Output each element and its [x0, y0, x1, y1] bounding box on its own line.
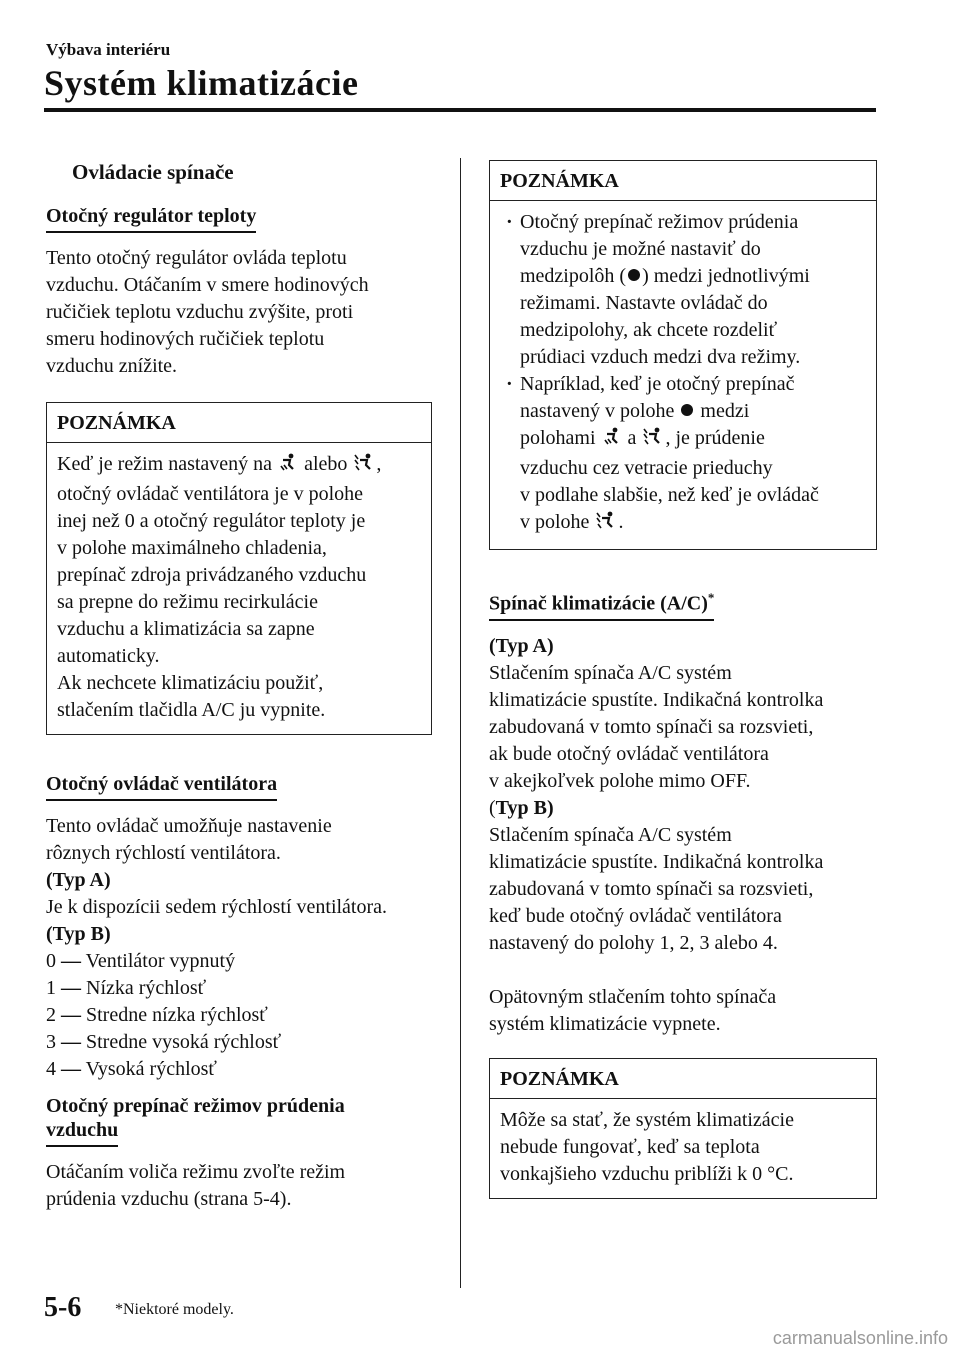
- intermediate-position-dot-icon: [681, 404, 693, 416]
- left-column: [46, 160, 432, 1213]
- fan-heading: Otočný ovládač ventilátora: [46, 771, 277, 801]
- mode-heading-line1: Otočný prepínač režimov prúdenia: [46, 1095, 345, 1117]
- speed-item: 1 — Nízka rýchlosť: [46, 977, 207, 999]
- right-column: [489, 160, 877, 1199]
- speed-item: 3 — Stredne vysoká rýchlosť: [46, 1031, 282, 1053]
- type-b-label: (Typ B): [46, 923, 111, 945]
- type-a-label: (Typ A): [489, 634, 554, 657]
- note-box-2: [489, 160, 877, 550]
- page-number: 5-6: [44, 1292, 82, 1323]
- note-heading: POZNÁMKA: [490, 1059, 876, 1099]
- type-b-label: (Typ B): [489, 796, 554, 819]
- note-body: Keď je režim nastavený na alebo , otočný ovládač ventilátora je v polohe inej než 0 a otočný regulátor teploty je v polohe maximálneho chladenia, prepínač zdroja privádzaného vzduchu sa prepne do režimu recirkulácie vzduchu a klimatizácia sa zapne automaticky. Ak nechcete klimatizáciu použiť, stlačením tlačidla A/C ju vypnite.: [57, 453, 382, 721]
- mode-heading-line2: vzduchu: [46, 1117, 118, 1147]
- note-bullet: · Otočný prepínač režimov prúdenia vzduchu je možné nastaviť do medzipolôh ( ) medzi jednotlivými režimami. Nastavte ovládač do medzipolohy, ak chcete rozdeliť prúdiaci vzduch medzi dva režimy.: [500, 209, 866, 371]
- column-divider: [460, 158, 461, 1288]
- note-heading: POZNÁMKA: [47, 403, 431, 443]
- feet-defrost-mode-icon: [354, 453, 374, 481]
- ac-heading: Spínač klimatizácie (A/C)*: [489, 584, 714, 621]
- title-rule: [44, 108, 876, 112]
- note-bullet: · Napríklad, keď je otočný prepínač nastavený v polohe medzi polohami a , je prúdenie vzduchu cez vetracie prieduchy v podlahe slabšie, než keď je ovládač v polohe .: [500, 371, 866, 539]
- speed-item: 4 — Vysoká rýchlosť: [46, 1058, 217, 1080]
- feet-defrost-mode-icon: [643, 427, 663, 455]
- ac-text: (Typ A) Stlačením spínača A/C systém klimatizácie spustíte. Indikačná kontrolka zabudovaná v tomto spínači sa rozsvieti, ak bude otočný ovládač ventilátora v akejkoľvek polohe mimo OFF. (Typ B) Stlačením spínača A/C systém klimatizácie spustíte. Indikačná kontrolka zabudovaná v tomto spínači sa rozsvieti, keď bude otočný ovládač ventilátora nastavený do polohy 1, 2, 3 alebo 4. Opätovným stlačením tohto spínača systém klimatizácie vypnete.: [489, 633, 877, 1038]
- note-box-3: [489, 1058, 877, 1199]
- note-body: Môže sa stať, že systém klimatizácie nebude fungovať, keď sa teplota vonkajšieho vzduchu priblíži k 0 °C.: [500, 1108, 794, 1185]
- temp-text: Tento otočný regulátor ovláda teplotu vzduchu. Otáčaním v smere hodinových ručičiek teplotu vzduchu zvýšite, proti smeru hodinových ručičiek teplotu vzduchu znížite.: [46, 247, 369, 377]
- watermark: carmanualsonline.info: [772, 1328, 948, 1348]
- type-a-label: (Typ A): [46, 869, 111, 891]
- speed-item: 0 — Ventilátor vypnutý: [46, 950, 236, 972]
- footnote: *Niektoré modely.: [115, 1301, 234, 1318]
- note-heading: POZNÁMKA: [490, 161, 876, 201]
- temp-heading: Otočný regulátor teploty: [46, 203, 256, 233]
- page-title: Systém klimatizácie: [44, 63, 359, 103]
- feet-defrost-mode-icon: [596, 511, 616, 539]
- note-body: [490, 201, 876, 549]
- group-title: Ovládacie spínače: [72, 160, 234, 184]
- mode-text: Otáčaním voliča režimu zvoľte režim prúdenia vzduchu (strana 5-4).: [46, 1161, 346, 1210]
- section-label: Výbava interiéru: [46, 40, 171, 59]
- note-box-1: [46, 402, 432, 735]
- intermediate-position-dot-icon: [628, 269, 640, 281]
- feet-mode-icon: [603, 427, 621, 455]
- feet-mode-icon: [279, 453, 297, 481]
- speed-item: 2 — Stredne nízka rýchlosť: [46, 1004, 268, 1026]
- fan-text: Tento ovládač umožňuje nastavenie rôznych rýchlostí ventilátora. (Typ A) Je k dispozícii sedem rýchlostí ventilátora. (Typ B) 0 — Ventilátor vypnutý 1 — Nízka rýchlosť 2 — Stredne nízka rýchlosť 3 — Stredne vysoká rýchlosť 4 — Vysoká rýchlosť: [46, 813, 432, 1083]
